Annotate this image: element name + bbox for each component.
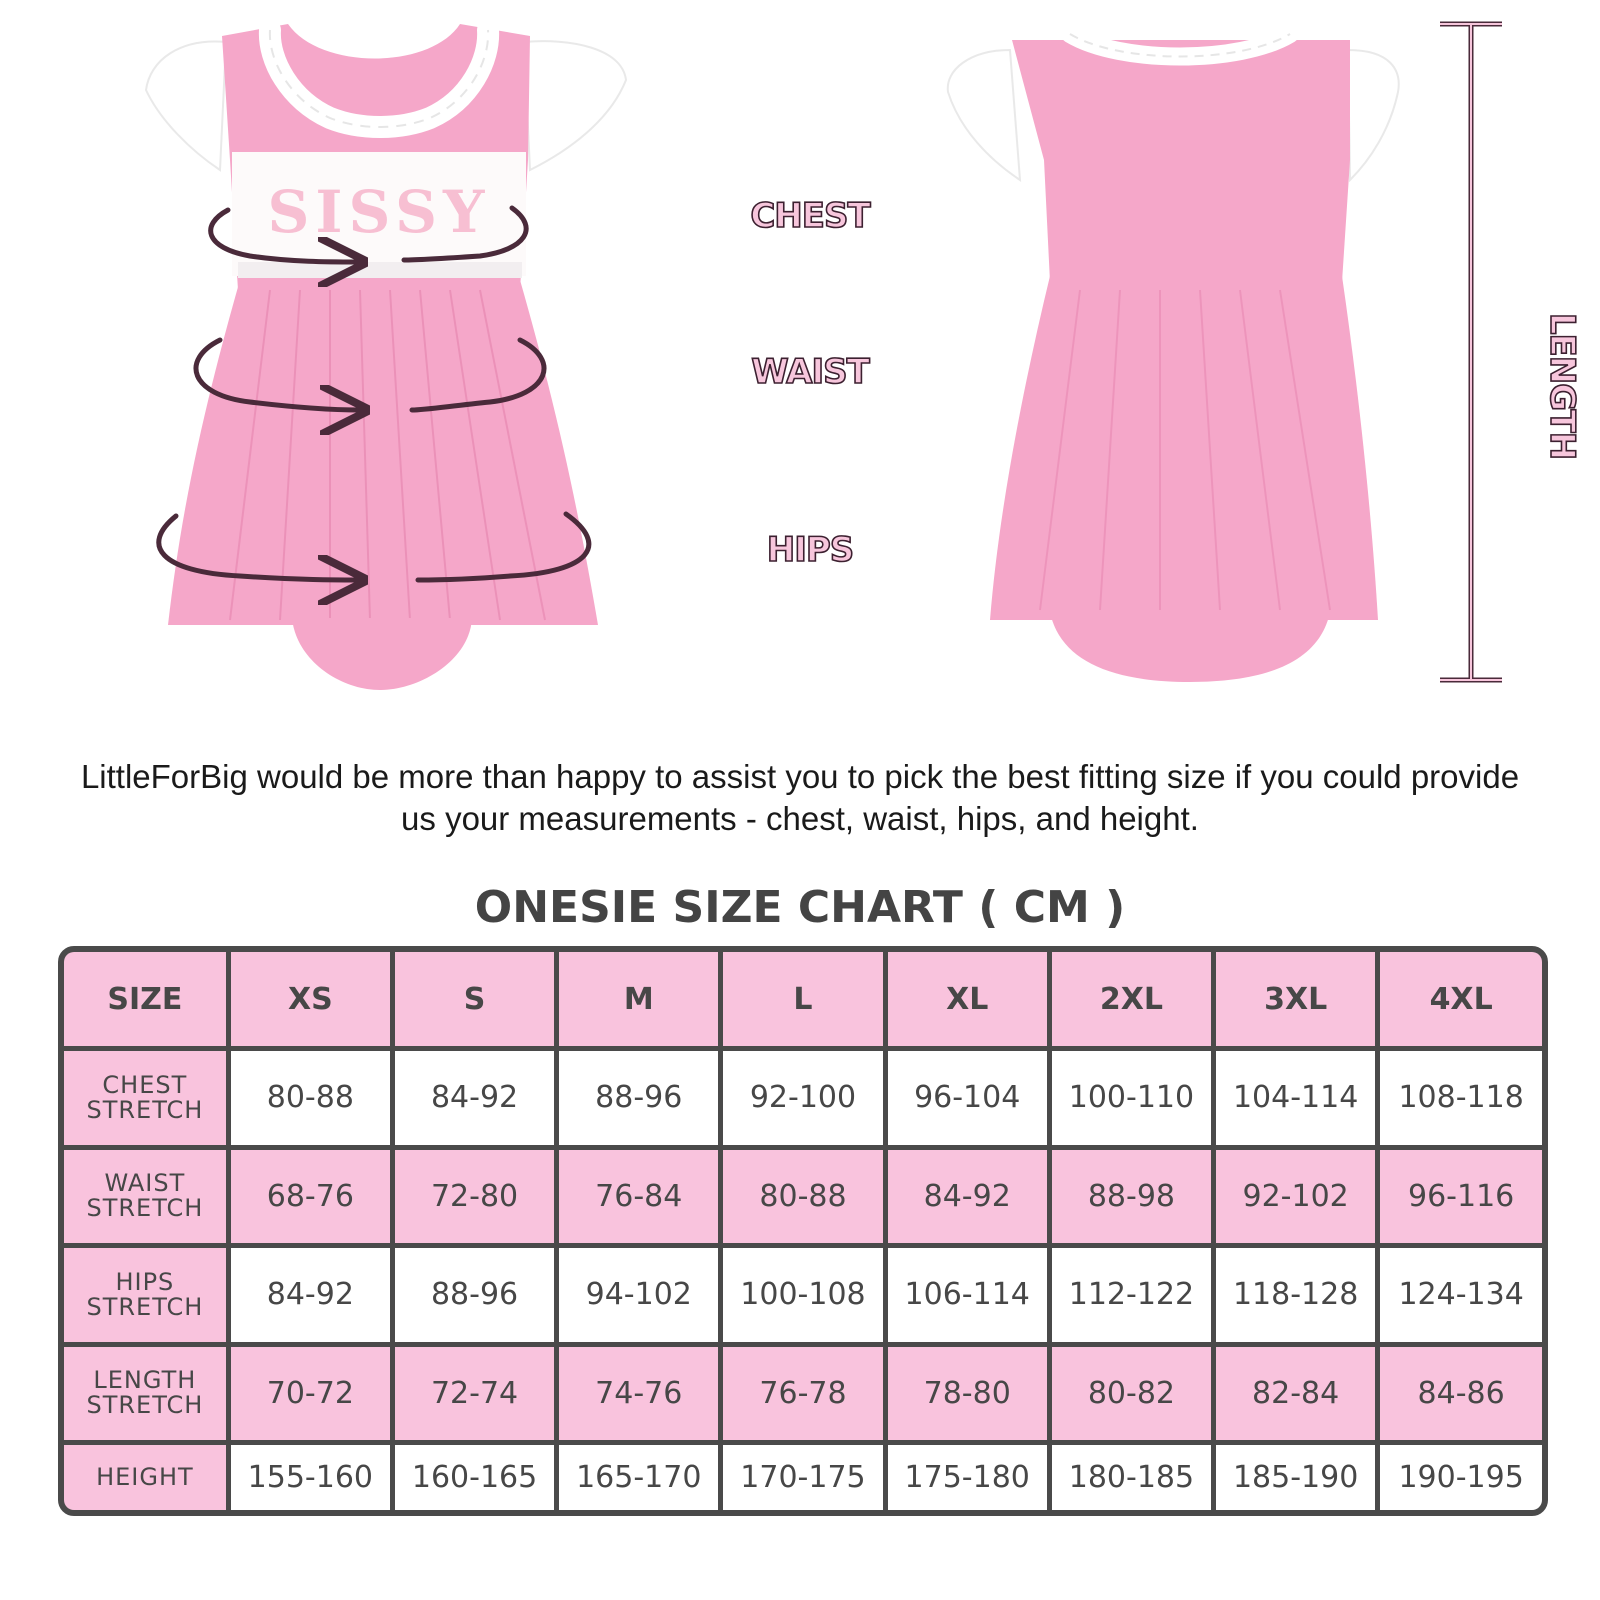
row-label-line: STRETCH <box>86 1095 204 1124</box>
value-cell: 80-88 <box>228 1049 392 1148</box>
row-label-line: STRETCH <box>86 1194 204 1223</box>
value-cell: 100-110 <box>1049 1049 1213 1148</box>
row-label <box>64 1049 228 1148</box>
header-cell: XS <box>228 952 392 1049</box>
header-cell: 3XL <box>1214 952 1378 1049</box>
row-label <box>64 1147 228 1246</box>
value-cell: 84-92 <box>392 1049 556 1148</box>
help-text: LittleForBig would be more than happy to assist you to pick the best fitting size if you could provide us your measurements - chest, waist, hips, and height. <box>80 758 1520 837</box>
value-cell: 170-175 <box>721 1443 885 1510</box>
table-row <box>64 1344 1542 1443</box>
chest-label: CHEST <box>750 196 870 236</box>
value-cell: 76-84 <box>557 1147 721 1246</box>
value-cell: 180-185 <box>1049 1443 1213 1510</box>
value-cell: 155-160 <box>228 1443 392 1510</box>
value-cell: 84-92 <box>228 1246 392 1345</box>
value-cell: 96-104 <box>885 1049 1049 1148</box>
value-cell: 88-96 <box>557 1049 721 1148</box>
value-cell: 78-80 <box>885 1344 1049 1443</box>
value-cell: 96-116 <box>1378 1147 1542 1246</box>
onesie-front-view <box>146 24 626 690</box>
row-label-line: HIPS <box>115 1267 175 1296</box>
header-cell: 2XL <box>1049 952 1213 1049</box>
value-cell: 160-165 <box>392 1443 556 1510</box>
value-cell: 80-88 <box>721 1147 885 1246</box>
hips-label: HIPS <box>766 530 854 570</box>
sissy-print: SISSY <box>267 178 491 246</box>
table-body <box>64 1049 1542 1511</box>
row-label <box>64 1344 228 1443</box>
table-row <box>64 1147 1542 1246</box>
row-label-line: STRETCH <box>86 1391 204 1420</box>
header-cell: 4XL <box>1378 952 1542 1049</box>
header-cell: S <box>392 952 556 1049</box>
header-cell: SIZE <box>64 952 228 1049</box>
table-row <box>64 1443 1542 1510</box>
row-label-line: CHEST <box>102 1070 188 1099</box>
waist-label: WAIST <box>751 352 869 392</box>
value-cell: 190-195 <box>1378 1443 1542 1510</box>
value-cell: 92-100 <box>721 1049 885 1148</box>
value-cell: 72-74 <box>392 1344 556 1443</box>
chart-title: ONESIE SIZE CHART ( CM ) <box>474 882 1126 933</box>
value-cell: 88-98 <box>1049 1147 1213 1246</box>
value-cell: 88-96 <box>392 1246 556 1345</box>
onesie-back-view <box>948 34 1399 682</box>
value-cell: 104-114 <box>1214 1049 1378 1148</box>
value-cell: 106-114 <box>885 1246 1049 1345</box>
table-row <box>64 1246 1542 1345</box>
row-label <box>64 1246 228 1345</box>
row-label-line: HEIGHT <box>96 1463 194 1492</box>
value-cell: 118-128 <box>1214 1246 1378 1345</box>
value-cell: 165-170 <box>557 1443 721 1510</box>
value-cell: 100-108 <box>721 1246 885 1345</box>
header-row <box>64 952 1542 1049</box>
header-cell: M <box>557 952 721 1049</box>
value-cell: 72-80 <box>392 1147 556 1246</box>
row-label-line: LENGTH <box>93 1366 197 1395</box>
table-row <box>64 1049 1542 1148</box>
header-cell: XL <box>885 952 1049 1049</box>
value-cell: 94-102 <box>557 1246 721 1345</box>
value-cell: 185-190 <box>1214 1443 1378 1510</box>
value-cell: 92-102 <box>1214 1147 1378 1246</box>
row-label <box>64 1443 228 1510</box>
row-label-line: STRETCH <box>86 1292 204 1321</box>
size-table <box>64 952 1542 1510</box>
value-cell: 74-76 <box>557 1344 721 1443</box>
value-cell: 82-84 <box>1214 1344 1378 1443</box>
value-cell: 76-78 <box>721 1344 885 1443</box>
row-label-line: WAIST <box>104 1169 186 1198</box>
value-cell: 112-122 <box>1049 1246 1213 1345</box>
value-cell: 68-76 <box>228 1147 392 1246</box>
value-cell: 108-118 <box>1378 1049 1542 1148</box>
value-cell: 124-134 <box>1378 1246 1542 1345</box>
value-cell: 84-86 <box>1378 1344 1542 1443</box>
length-label: LENGTH <box>1542 312 1582 460</box>
value-cell: 80-82 <box>1049 1344 1213 1443</box>
value-cell: 84-92 <box>885 1147 1049 1246</box>
value-cell: 175-180 <box>885 1443 1049 1510</box>
header-cell: L <box>721 952 885 1049</box>
size-chart-table <box>58 946 1548 1516</box>
value-cell: 70-72 <box>228 1344 392 1443</box>
